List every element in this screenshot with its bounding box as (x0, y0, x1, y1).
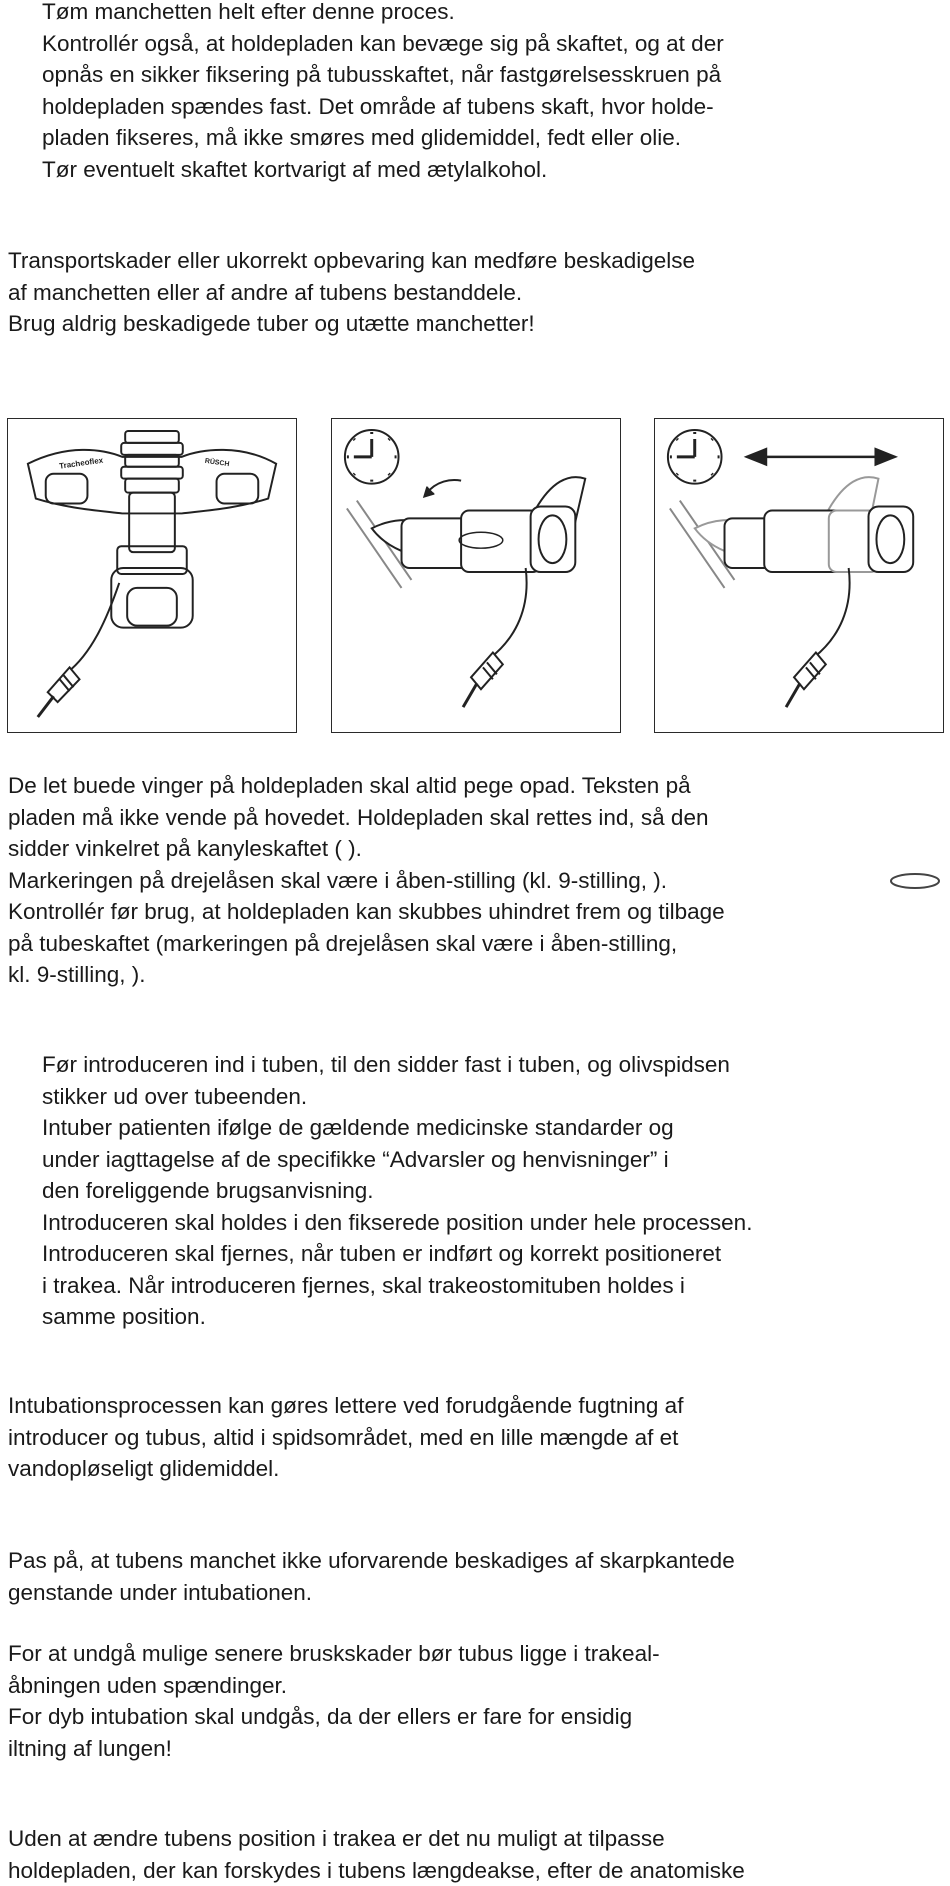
text-line: iltning af lungen! (8, 1735, 172, 1761)
text-line: Pas på, at tubens manchet ikke uforvarende beskadiges af skarpkantede (8, 1548, 735, 1573)
rotation-lock-illustration (332, 419, 620, 732)
text-line: For at undgå mulige senere bruskskader bør tubus ligge i trakeal- (8, 1641, 660, 1666)
text-line: Tør eventuelt skaftet kortvarigt af med ætylalkohol. (42, 156, 548, 182)
text-line: Kontrollér også, at holdepladen kan bevæge sig på skaftet, og at der (42, 30, 724, 56)
text-line: i trakea. Når introduceren fjernes, skal trakeostomituben holdes i (42, 1272, 685, 1298)
text-line: på tubeskaftet (markeringen på drejelåsen skal være i åben-stilling, (8, 930, 678, 956)
figure-neck-plate-front (7, 418, 297, 733)
text-line: samme position. (42, 1304, 206, 1329)
text-line: Tøm manchetten helt efter denne proces. (42, 0, 455, 24)
text-line: den foreliggende brugsanvisning. (42, 1178, 374, 1203)
paragraph-cuff-and-plate-check (42, 0, 724, 185)
figure-plate-slide (654, 418, 944, 733)
text-line: vandopløseligt glidemiddel. (8, 1456, 280, 1481)
plate-slide-illustration (655, 419, 943, 732)
paragraph-plate-orientation (8, 770, 725, 991)
text-line: af manchetten eller af andre af tubens bestanddele. (8, 279, 523, 305)
text-line: opnås en sikker fiksering på tubusskaftet, når fastgørelsesskruen på (42, 62, 722, 87)
text-line: Kontrollér før brug, at holdepladen kan skubbes uhindret frem og tilbage (8, 899, 725, 924)
open-position-oval-icon (889, 871, 941, 891)
paragraph-plate-adjustment (8, 1823, 745, 1886)
text-line: Markeringen på drejelåsen skal være i åben-stilling (kl. 9-stilling, ). (8, 867, 668, 893)
text-line: under iagttagelse af de specifikke “Advarsler og henvisninger” i (42, 1146, 669, 1172)
text-line: Introduceren skal fjernes, når tuben er indført og korrekt positioneret (42, 1241, 722, 1266)
paragraph-cuff-damage-caution (8, 1545, 735, 1608)
text-line: sidder vinkelret på kanyleskaftet ( ). (8, 836, 362, 861)
text-line: De let buede vinger på holdepladen skal altid pege opad. Teksten på (8, 773, 691, 798)
paragraph-lubrication (8, 1390, 683, 1485)
text-line: holdepladen spændes fast. Det område af tubens skaft, hvor holde- (42, 93, 714, 119)
text-line: Transportskader eller ukorrekt opbevaring kan medføre beskadigelse (8, 248, 696, 273)
text-line: åbningen uden spændinger. (8, 1672, 287, 1698)
paragraph-transport-damage-warning (8, 245, 695, 340)
text-line: Introduceren skal holdes i den fikserede position under hele processen. (42, 1209, 753, 1235)
text-line: holdepladen, der kan forskydes i tubens længdeakse, efter de anatomiske (8, 1857, 745, 1883)
text-line: Intuber patienten ifølge de gældende medicinske standarder og (42, 1115, 674, 1140)
paragraph-cartilage-damage (8, 1638, 660, 1764)
text-line: Intubationsprocessen kan gøres lettere ved forudgående fugtning af (8, 1393, 684, 1418)
text-line: pladen fikseres, må ikke smøres med glidemiddel, fedt eller olie. (42, 125, 682, 150)
text-line: For dyb intubation skal undgås, da der ellers er fare for ensidig (8, 1704, 633, 1729)
text-line: pladen må ikke vende på hovedet. Holdepladen skal rettes ind, så den (8, 804, 709, 830)
plate-label-right: RÜSCH (204, 457, 230, 469)
text-line: kl. 9-stilling, ). (8, 962, 146, 987)
figure-rotation-lock (331, 418, 621, 733)
text-line: genstande under intubationen. (8, 1579, 313, 1605)
paragraph-introducer-intubation (42, 1049, 752, 1333)
text-line: introducer og tubus, altid i spidsområdet, med en lille mængde af et (8, 1424, 679, 1450)
plate-label-left: Tracheoflex (58, 455, 104, 471)
neck-plate-illustration (8, 419, 296, 732)
text-line: Før introduceren ind i tuben, til den sidder fast i tuben, og olivspidsen (42, 1052, 730, 1077)
text-line: Uden at ændre tubens position i trakea er det nu muligt at tilpasse (8, 1826, 665, 1851)
text-line: stikker ud over tubeenden. (42, 1083, 308, 1109)
text-line: Brug aldrig beskadigede tuber og utætte manchetter! (8, 311, 535, 336)
